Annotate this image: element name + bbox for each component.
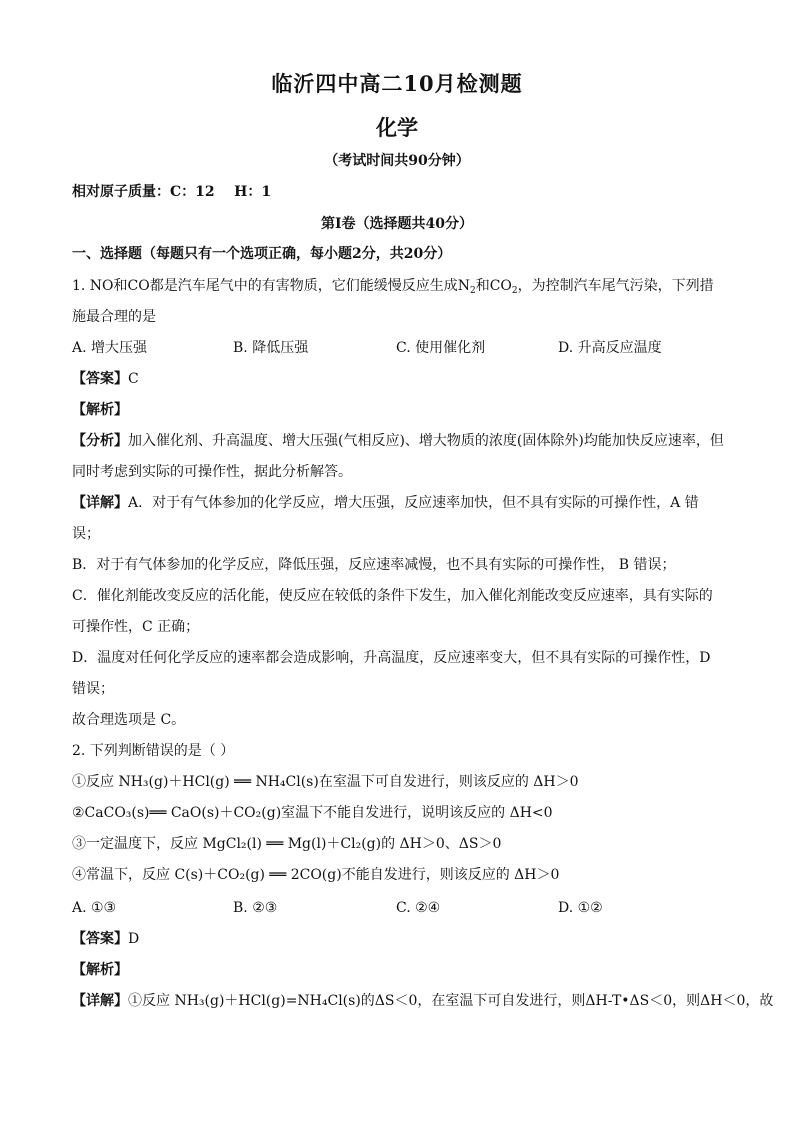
q1-stem-b: 和CO (475, 278, 512, 294)
q1-fenxi-2: 同时考虑到实际的可操作性，据此分析解答。 (72, 464, 352, 480)
q1-answer-tag: 【答案】 (72, 371, 128, 387)
q1-detail-c1: C．催化剂能改变反应的活化能，使反应在较低的条件下发生，加入催化剂能改变反应速率，具有实际的 (72, 588, 713, 604)
q2-detail-1-text: ①反应 NH₃(g)＋HCl(g)=NH₄Cl(s)的ΔS＜0，在室温下可自发进行，则ΔH-T•ΔS＜0，则ΔH＜0，故 (128, 993, 774, 1009)
q2-answer-value: D (128, 931, 140, 947)
q2-answer (72, 930, 724, 948)
q2-option-d: D. ①② (558, 900, 603, 916)
q2-statement-1: ①反应 NH₃(g)＋HCl(g) ══ NH₄Cl(s)在室温下可自发进行，则该反应的 ΔH＞0 (72, 774, 579, 790)
q1-sub-n2: 2 (469, 286, 476, 296)
subject-title: 化学 (376, 115, 418, 140)
section-title: 第Ⅰ卷（选择题共40分） (320, 216, 474, 232)
q2-stem: 2. 下列判断错误的是（ ） (72, 743, 235, 759)
q1-detail-d2: 错误； (72, 681, 114, 697)
q1-option-d: D. 升高反应温度 (558, 340, 662, 356)
q2-statement-4: ④常温下，反应 C(s)＋CO₂(g) ══ 2CO(g)不能自发进行，则该反应的 ΔH＞0 (72, 867, 560, 883)
q1-conclusion: 故合理选项是 C。 (72, 712, 186, 728)
q1-fenxi-tag: 【分析】 (72, 433, 128, 449)
q1-fenxi-1 (72, 432, 724, 450)
q2-analysis-tag: 【解析】 (72, 962, 128, 978)
q1-detail-b: B．对于有气体参加的化学反应，降低压强，反应速率减慢，也不具有实际的可操作性， B 错误； (72, 557, 676, 573)
part-title: 一、选择题（每题只有一个选项正确，每小题2分，共20分） (72, 246, 452, 262)
q2-analysis-heading (72, 961, 724, 979)
q2-option-c: C. ②④ (396, 900, 441, 916)
atomic-mass-line: 相对原子质量：C：12 H：1 (72, 184, 272, 200)
q1-detail-a2: 误； (72, 526, 100, 542)
q1-stem-c: ，为控制汽车尾气污染，下列措 (517, 278, 714, 294)
q1-detail-a1-text: A．对于有气体参加的化学反应，增大压强，反应速率加快，但不具有实际的可操作性，A 错 (128, 495, 699, 511)
q1-option-b: B. 降低压强 (233, 340, 309, 356)
q1-answer-value: C (128, 371, 139, 387)
q2-detail-tag: 【详解】 (72, 993, 128, 1009)
q1-fenxi-text-1: 加入催化剂、升高温度、增大压强(气相反应)、增大物质的浓度(固体除外)均能加快反应速率，但 (128, 433, 724, 449)
q1-stem-a: 1. NO和CO都是汽车尾气中的有害物质，它们能缓慢反应生成N (72, 278, 470, 294)
q1-detail-d1: D．温度对任何化学反应的速率都会造成影响，升高温度，反应速率变大，但不具有实际的可操作性，D (72, 650, 711, 666)
q2-option-b: B. ②③ (233, 900, 278, 916)
q1-detail-tag: 【详解】 (72, 495, 128, 511)
q1-option-a: A. 增大压强 (72, 340, 148, 356)
q1-detail-c2: 可操作性，C 正确； (72, 619, 200, 635)
q1-analysis-tag: 【解析】 (72, 402, 128, 418)
q1-stem-line2: 施最合理的是 (72, 309, 156, 325)
q2-detail-1 (72, 992, 774, 1010)
q2-answer-tag: 【答案】 (72, 931, 128, 947)
q2-statement-2: ②CaCO₃(s)══ CaO(s)＋CO₂(g)室温下不能自发进行，说明该反应的 ΔH<0 (72, 805, 553, 821)
exam-time-note: （考试时间共90分钟） (324, 153, 470, 169)
q1-analysis-heading (72, 401, 724, 419)
page-title: 临沂四中高二10月检测题 (271, 71, 523, 96)
q1-answer (72, 370, 724, 388)
q1-detail-a1 (72, 494, 724, 512)
q2-statement-3: ③一定温度下，反应 MgCl₂(l) ══ Mg(l)＋Cl₂(g)的 ΔH＞0、ΔS＞0 (72, 836, 502, 852)
q1-stem (72, 277, 724, 295)
q2-option-a: A. ①③ (72, 900, 117, 916)
q1-option-c: C. 使用催化剂 (396, 340, 486, 356)
q1-sub-co2: 2 (511, 286, 518, 296)
